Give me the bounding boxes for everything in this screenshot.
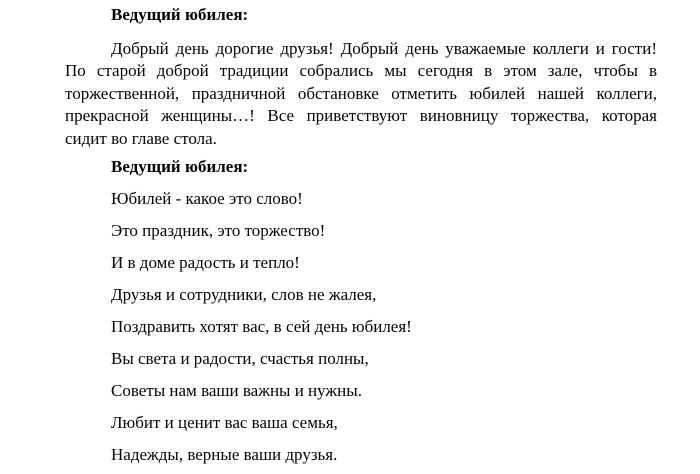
- verse-line-4: Друзья и сотрудники, слов не жалея,: [111, 285, 377, 305]
- paragraph-line-1: Добрый день дорогие друзья! Добрый день уважаемые коллеги и гости!: [111, 39, 657, 58]
- paragraph-line-2: По старой доброй традиции собрались мы сегодня в этом зале, чтобы в: [65, 61, 657, 81]
- verse-line-2: Это праздник, это торжество!: [111, 221, 326, 241]
- paragraph-line-3: торжественной, праздничной обстановке отметить юбилей нашей коллеги,: [65, 83, 657, 103]
- verse-line-7: Советы нам ваши важны и нужны.: [111, 381, 362, 401]
- speaker-heading-second: Ведущий юбилея:: [111, 157, 249, 177]
- verse-block: [65, 188, 657, 466]
- verse-line-5: Поздравить хотят вас, в сей день юбилея!: [111, 317, 412, 337]
- verse-line-1: Юбилей - какое это слово!: [111, 189, 303, 209]
- paragraph-line-4: прекрасной женщины…! Все приветствуют виновницу торжества, которая: [65, 106, 657, 126]
- verse-line-6: Вы света и радости, счастья полны,: [111, 349, 369, 369]
- verse-line-9: Надежды, верные ваши друзья.: [111, 445, 338, 465]
- paragraph-line-5: сидит во главе стола.: [65, 128, 217, 148]
- verse-line-8: Любит и ценит вас ваша семья,: [111, 413, 338, 433]
- intro-paragraph: [65, 38, 657, 150]
- speaker-heading-first: Ведущий юбилея:: [111, 5, 249, 24]
- verse-line-3: И в доме радость и тепло!: [111, 253, 300, 273]
